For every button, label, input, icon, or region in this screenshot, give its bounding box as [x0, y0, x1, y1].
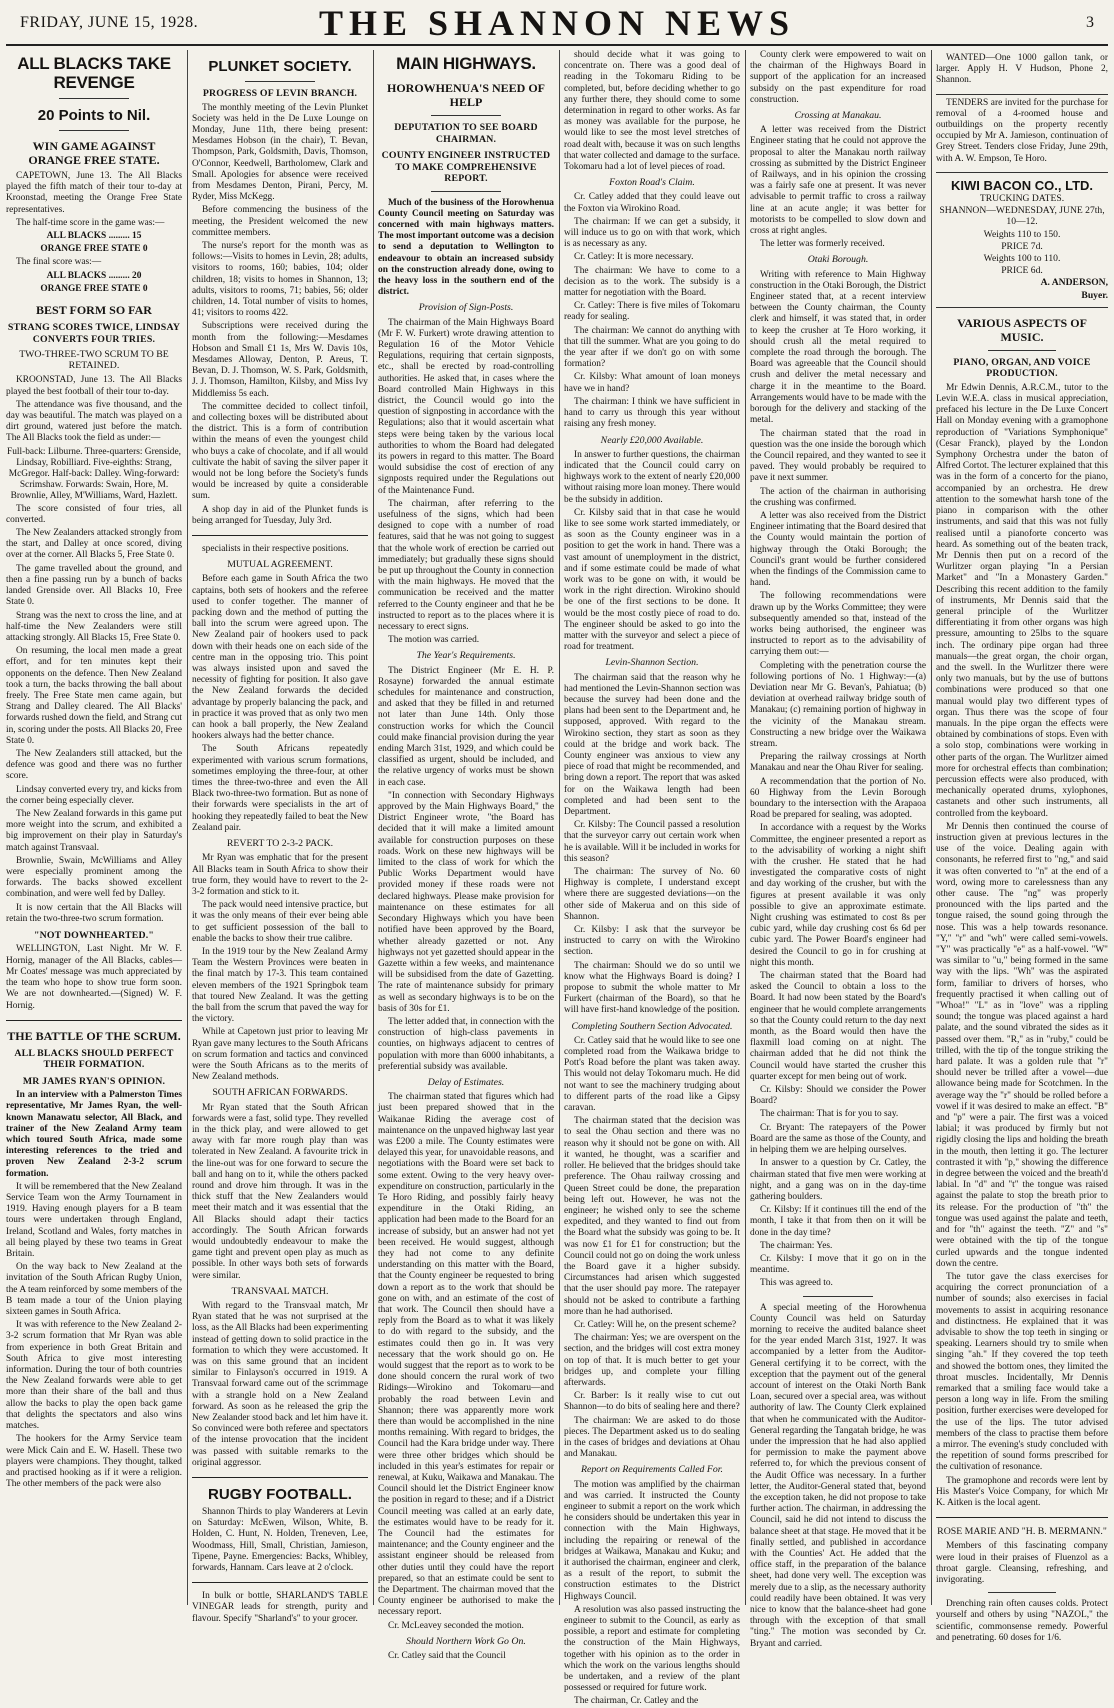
- paragraph: The game travelled about the ground, and then a fine passing run by a bunch of backs landed Grenside over. All Blacks 10, Free State 0.: [6, 563, 182, 608]
- paragraph: Cr. Catley said that the Council: [388, 1651, 506, 1662]
- section-heading: "NOT DOWNHEARTED.": [33, 929, 155, 941]
- section-heading: Levin-Shannon Section.: [605, 657, 699, 669]
- paragraph: The chairman stated that the road in question was the one inside the borough which the Council repaired, and they wanted to see it paved. They would probably be required to pave it next summer.: [750, 428, 926, 484]
- team-list: Full-back: Lilburne. Three-quarters: Grenside, Lindsay, Robilliard. Five-eighths: Strang, McGregor. Half-back: Dalley. Wing-forward: Scrimshaw. Forwards: Swain, Hore, M. Brownlie, Alley, M'Williams, Ward, Hazlett.: [7, 446, 181, 502]
- paragraph: In accordance with a request by the Works Committee, the engineer presented a report as to the advisability of working a night shift with the crusher. He stated that he had investigated the comparative costs of night and day working of the crusher, but with the figures at present available it was only possible to give an approximate estimate. Night crushing was estimated to cost 8s per cubic yard, while day crushing cost 6s 6d per cubic yard. The Power Board's engineer had desired the Council to go in for crushing at night this month.: [750, 823, 926, 968]
- column-2: [192, 50, 368, 1624]
- paragraph: The New Zealanders attacked strongly from the start, and Dalley at once scored, diving over at the corner. All Blacks 5, Free State 0.: [6, 528, 182, 561]
- paragraph: should decide what it was going to concentrate on. There was a good deal of reading in the Tokomaru Riding to be completed, but, before deciding whether to go any further there, they should come to some determination in regard to other works. As far as money was available for the purpose, he would like to see the most level stretches of road dealt with, because it was on such lengths that water collected and damage to the surface. Tokomaru had a lot of level pieces of road.: [564, 50, 740, 173]
- section-heading: Crossing at Manakau.: [794, 110, 882, 122]
- paragraph: The District Engineer (Mr E. H. P. Rosayne) forwarded the annual estimate schedules for maintenance and construction, and asked that they be filled in and returned not later than June 14th. Only those construction works for which the Council could make financial provision during the year ending March 31st, 1929, and which could be classified as urgent, should be included, and the relative urgency of works must be shown in each case.: [378, 665, 554, 788]
- paragraph: Mr Edwin Dennis, A.R.C.M., tutor to the Levin W.E.A. class in musical appreciation, prefaced his lecture in the De Luxe Concert Hall on Monday evening with a gramophone reproduction of "Variations Symphonique" (Cesar Franck), played by the London Symphony Orchestra under the baton of Alfred Cortot. The lecturer explained that this was in the form of a concerto for the piano, accompanied by an orchestra. He drew attention to the somewhat harsh tone of the piano in comparison with the other instruments, and said that this was not fully realised until a pianoforte concerto was heard. As something out of the beaten track, Mr Dennis then put on a record of the Wurlitzer organ playing "In a Persian Market" and "In a Monastery Garden." Describing this recent addition to the family of instruments, Mr Dennis said that the general principle of the Wurlitzer differentiating it from other organs was high pressure, amounting to 25lbs to the square inch. The ordinary pipe organ had three manuals—the great organ, the choir organ, and the swell. In the Wurlitzer there were only two manuals, but by the use of buttons combinations were produced so that one manual would play two different types of organ. Thus there was the scope of four manuals. In the pipe organ the effects were obtained by combinations of stops. Even with a solo stop, combinations were working in other parts of the organ. The Wurlitzer aimed more for orchestral effects than combination; percussion effects were also produced, with mechanically operated drums, xylophones, castanets and other such instruments, all controlled from the keyboard.: [936, 382, 1108, 819]
- paragraph: The chairman: Should we do so until we know what the Highways Board is doing? I propose to submit the whole matter to Mr Furkert (chairman of the Board), so that he will have first-hand knowledge of the position.: [564, 960, 740, 1016]
- paragraph: A recommendation that the portion of No. 60 Highway from the Levin Borough boundary to the intersection with the Arapaoa Road be prepared for sealing, was adopted.: [750, 776, 926, 821]
- score-line: ALL BLACKS ......... 20: [46, 270, 142, 281]
- paragraph: The half-time score in the game was:—: [16, 217, 165, 228]
- paragraph: The hookers for the Army Service team were Mick Cain and E. W. Hasell. These two players were champions. They thought, talked and practised hooking as if it were a religion. The other members of the pack were also: [6, 1434, 182, 1490]
- paragraph: A letter was also received from the District Engineer intimating that the Board desired that the County would maintain the portion of highway through the Otaki Borough; the Council's grant would be further considered when the findings of the Commission came to hand.: [750, 510, 926, 589]
- paragraph: Much of the business of the Horowhenua County Council meeting on Saturday was concerned with main highways matters. The most important outcome was a decision to send a deputation to Wellington to endeavour to obtain an increased subsidy on the construction already done, owing to the heavy loss in the southern end of the district.: [378, 197, 554, 298]
- paragraph: The motion was carried.: [388, 635, 480, 646]
- article-deck: ALL BLACKS SHOULD PERFECT THEIR FORMATION.: [14, 1047, 174, 1071]
- article-headline: PLUNKET SOCIETY.: [208, 58, 352, 75]
- section-heading: Otaki Borough.: [807, 254, 869, 266]
- paragraph: Preparing the railway crossings at North Manakau and near the Ohau River for sealing.: [750, 752, 926, 774]
- column-1: [6, 50, 182, 1605]
- paragraph: Subscriptions were received during the month from the following:—Mesdames Hobson and Small £1 1s, Mrs W. Davis 10s, Mesdames Alloway, Denton, P. Areus, T. Bevan, D. J. Thomson, W. S. Park, Goldsmith, J. J. Thomson, Hamilton, Kilsby, and Miss Ivy Middlemiss 5s each.: [192, 321, 368, 399]
- divider: [431, 115, 501, 116]
- article-headline: ALL BLACKS TAKE REVENGE: [17, 54, 171, 92]
- paragraph: "In connection with Secondary Highways approved by the Main Highways Board," the District Engineer wrote, "the Board has decided that it will make a limited amount available for construction purposes on these roads. Work on these new highways will be limited to the class of work for which the Public Works Department would have provided money if these roads were not declared highways. Please make provision for maintenance on these estimates for all Secondary Highways which you have been notified have been approved by the Board, whether already gazetted or not. Any highways not yet gazetted should appear in the Gazette within a few weeks, and maintenance will be subsidised from the date of Gazetting. The rate of maintenance subsidy for primary as well as secondary highways is to be on the basis of 30s for £1.: [378, 790, 554, 1014]
- article-headline: RUGBY FOOTBALL.: [208, 1486, 352, 1504]
- paragraph: The chairman: We have to come to a decision as to the work. The subsidy is a matter for negotiation with the Board.: [564, 265, 740, 299]
- paragraph: Drenching rain often causes colds. Protect yourself and others by using "NAZOL," the scientific, commonsense remedy. Powerful and penetrating. 60 doses for 1/6.: [936, 1599, 1108, 1643]
- paragraph: Before each game in South Africa the two captains, both sets of hookers and the referee used to confer together. The manner of packing down and the method of putting the ball into the scrum were agreed upon. The New Zealand pair of hookers used to pack down with their heads one on each side of the centre man in the opposing trio. This point was always insisted upon and saved the necessity of fighting for position. It also gave the New Zealand forwards the decided advantage by properly balancing the pack, and in practice it was proved that as only two men can hook a ball properly, the New Zealand hookers always had the better chance.: [192, 574, 368, 742]
- paragraph: Brownlie, Swain, McWilliams and Alley were especially prominent among the forwards. The backs showed excellent combination, and were well fed by Dalley.: [6, 855, 182, 900]
- paragraph: In answer to further questions, the chairman indicated that the Council could carry on highways work to the extent of nearly £20,000 without raising more loan money. There would be the subsidy in addition.: [564, 449, 741, 505]
- paragraph: Cr. Kilsby: Should we consider the Power Board?: [750, 1085, 926, 1107]
- section-heading: MUTUAL AGREEMENT.: [227, 559, 333, 571]
- paragraph: The chairman: Yes; we are overspent on the section, and the bridges will cost extra money on top of that. It is much better to get your bridges up, and complete your filling afterwards.: [564, 1333, 740, 1388]
- paragraph: The New Zealand forwards in this game put more weight into the scrum, and exhibited a big improvement on their play in Saturday's match against Transvaal.: [6, 808, 182, 853]
- paragraph: The motion was amplified by the chairman and was carried. It instructed the County engineer to submit a report on the work which he considers should be undertaken this year in connection with the Main Highways, including the repairing or renewal of the bridges at Waikawa, Manakau and Kuku; and it authorised the chairman, engineer and clerk, as a result of the report, to submit the construction estimates to the District Highways Council.: [564, 1479, 740, 1602]
- divider: [936, 1517, 1108, 1518]
- paragraph: The chairman: I think we have sufficient in hand to carry us through this year without raising any fresh money.: [564, 396, 740, 430]
- paragraph: Mr Dennis then continued the course of instruction given at previous lectures in the use of the voice. Dealing again with consonants, he referred first to "ng," and said it was often converted to "n" at the end of a word, owing more to carelessness than any other cause. The "ng" was properly pronounced with the lips parted and the tongue raised, the sound going through the nose. This was a help towards resonance. "Y," "r" and "wh" were called semi-vowels. "Y" was practically "e" as a half-vowel. "W" was similar to "u," being formed in the same way with the lips. "Wh" was the aspirated form, familiar to drivers of horses, who frequently practised it when calling out of "Whoa!" "L" as in "love" was a rippling sound; the tongue was placed against a hard palate, and the sound vibrated the sides as it passed over them. "R," as in "ruby," could be trilled, with the tip of the tongue striking the hard palate. It was a golden rule that "r" should never be trilled after a vowel—due allowance being made for Scotchmen. In the average way the "r" should be rolled before a vowel if it was desired to make an effect. "B" and "p" were a pair. The first was a voiced labial; it was produced by firmly but not rigidly closing the lips and holding the breath in the mouth, then letting it go. The lecturer contrasted it with "p," showing the difference in degree between the voiced and the breath'd labial. In "d" and "t" the tongue was raised against the palate to stop the breath prior to its release. For the production of "th" the tongue was used against the palate and teeth, and for "th" against the teeth. "Z" and "s" were obtained with the tip of the tongue curled upwards and the tongue indented down the centre.: [936, 821, 1108, 1269]
- section-heading: SOUTH AFRICAN FORWARDS.: [212, 1087, 348, 1099]
- paragraph: The chairman: If we can get a subsidy, it will induce us to go on with that work, which is as necessary as any.: [564, 216, 740, 250]
- paragraph: Cr. Barber: Is it really wise to cut out Shannon—to do bits of sealing here and there?: [564, 1391, 740, 1413]
- column-rule: [745, 50, 746, 1605]
- paragraph: Mr Ryan was emphatic that for the present All Blacks team in South Africa to show their true form, they would have to revert to the 2-3-2 formation and stick to it.: [192, 853, 368, 897]
- paragraph: Cr. Bryant: The ratepayers of the Power Board are the same as those of the County, and in helping them we are helping ourselves.: [750, 1122, 926, 1156]
- paragraph: The score consisted of four tries, all converted.: [6, 503, 182, 525]
- section-heading: BEST FORM SO FAR: [36, 303, 152, 318]
- paragraph: On the way back to New Zealand at the invitation of the South African Rugby Union, the A team reinforced by some members of the B team made a tour of the Union playing sixteen games in South Africa.: [6, 1262, 182, 1318]
- ad-line: PRICE 6d.: [1001, 265, 1043, 277]
- section-heading: The Year's Requirements.: [416, 650, 516, 662]
- paragraph: The pack would need intensive practice, but it was the only means of their ever being able to get sufficient possession of the ball to enable the backs to show their true calibre.: [192, 900, 368, 944]
- paragraph: The committee decided to collect tinfoil, and collecting boxes will be distributed about the district. This is a form of contribution within the means of even the youngest child who buys a cake of chocolate, and if all would cultivate the habit of saving the silver paper it would not be long before the Society's funds would be increased by quite a considerable sum.: [192, 401, 368, 502]
- paragraph: Cr. Kilsby: I move that it go on in the meantime.: [750, 1253, 926, 1276]
- section-heading: Report on Requirements Called For.: [581, 1464, 723, 1476]
- paragraph: Cr. Kilsby: I ask that the surveyor be instructed to carry on with the Wirokino section.: [564, 925, 740, 958]
- section-heading: TRANSVAAL MATCH.: [231, 1285, 329, 1297]
- column-rule: [187, 50, 188, 1605]
- divider: [245, 81, 315, 82]
- paragraph: While at Capetown just prior to leaving Mr Ryan gave many lectures to the South Africans on scrum formation and tactics and convinced were the South Africans as to the merits of New Zealand methods.: [192, 1027, 368, 1083]
- divider: [6, 1020, 182, 1021]
- paragraph: County clerk were empowered to wait on the chairman of the Highways Board in support of the application for an increased subsidy on the past expenditure for road construction.: [750, 50, 926, 105]
- paragraph: The chairman: That is for you to say.: [760, 1109, 899, 1120]
- article-deck: COUNTY ENGINEER INSTRUCTED TO MAKE COMPREHENSIVE REPORT.: [381, 150, 551, 184]
- columns: [6, 50, 1108, 1707]
- advertisement: In bulk or bottle, SHARLAND'S TABLE VINEGAR leads for strength, purity and flavour. Specify "Sharland's" to your grocer.: [192, 1591, 368, 1624]
- section-heading: Nearly £20,000 Available.: [600, 434, 704, 446]
- paragraph: The chairman: Yes.: [760, 1240, 833, 1251]
- article-headline: MAIN HIGHWAYS.: [396, 54, 536, 73]
- divider: [988, 350, 1057, 351]
- ad-signature: A. ANDERSON,: [1040, 277, 1108, 289]
- paragraph: The following recommendations were drawn up by the Works Committee; they were subsequently amended so that, instead of the works being authorised, the engineer was instructed to report as to the advisability of carrying them out:—: [750, 591, 926, 658]
- ad-text: WANTED—One 1000 gallon tank, or larger. Apply H. V Hudson, Phone 2, Shannon.: [936, 53, 1108, 86]
- paragraph: It will be remembered that the New Zealand Service Team won the Army Tournament in 1919. Having enough players for a B team tours were undertaken through England, Ireland, Scotland and Wales, forty matches in all being played by these two teams in Great Britain.: [6, 1181, 182, 1260]
- section-heading: Delay of Estimates.: [427, 1076, 505, 1088]
- paragraph: The monthly meeting of the Levin Plunket Society was held in the De Luxe Lounge on Monday, June 11th, there being present: Mesdames Hobson (in the chair), T. Bevan, Thompson, Park, Goldsmith, Davis, Thomson, O'Connor, Keedwell, Bartholomew, Clark and Small. Apologies for absence were received from Mesdames Denton, Pirani, Percy, M. Ryder, Miss McKegg.: [192, 102, 368, 203]
- issue-date: FRIDAY, JUNE 15, 1928.: [20, 14, 199, 31]
- column-rule: [559, 50, 560, 1605]
- paragraph: Cr. Kilsby said that in that case he would like to see some work started immediately, or as soon as the County engineer was in a position to get the work in hand. There was a vast amount of unemployment in the district, and if some estimate could be made of what work was to be gone on with, it would be work in the right direction. Wirokino should be one of the first sections to be done. It would be the most costly piece of road to do. The engineer should be asked to go into the matter with the surveyor and select a piece of road for treatment.: [564, 507, 740, 653]
- divider: [192, 1582, 368, 1583]
- paragraph: The gramophone and records were lent by His Master's Voice Company, for which Mr K. Aitken is the local agent.: [936, 1475, 1108, 1508]
- article-subhead: 20 Points to Nil.: [37, 107, 151, 124]
- ad-line: Weights 100 to 110.: [983, 253, 1061, 265]
- divider: [59, 130, 129, 131]
- ad-signature: Buyer.: [1081, 289, 1108, 301]
- paragraph: The chairman, Cr. Catley and the: [574, 1696, 699, 1707]
- ad-line: PRICE 7d.: [1001, 240, 1043, 252]
- article-headline: VARIOUS ASPECTS OF MUSIC.: [957, 315, 1087, 344]
- paragraph: The New Zealanders still attacked, but the defence was good and there was no further score.: [6, 748, 182, 782]
- paragraph: On resuming, the local men made a great effort, and for ten minutes kept their opponents on the defence. Then New Zealand took a turn, the backs throwing the ball about freely. The Free State men came again, but Strang and Dalley cleared. The All Blacks' forwards rushed down the field, and Strang cut in, scoring under the posts. All Blacks 20, Free State 0.: [6, 646, 182, 746]
- paragraph: The chairman stated that figures which had just been prepared showed that in the Waikanae Riding the average cost of maintenance on the unpaved highway last year was £200 a mile. The County estimates were delayed this year, for unavoidable reasons, and negotiations with the Board were set back to some extent. Owing to the very heavy over-expenditure on construction, particularly in the Te Horo Riding, and possibly fairly heavy expenditure in the Otaki Riding, an application had been made to the Board for an increase of subsidy, but an answer had not yet been received. He would suggest, although they had not come to any definite understanding on this matter with the Board, that the County engineer be requested to bring down a report as to the work that should be gone on with, and an estimate of the cost of that work. The Council then should have a reply from the Board as to what it was likely to do with regard to the subsidy, and the estimates could then go in. It was very necessary that the work should go on. He would suggest that the report as to work to be done should concern the rural work of two Ridings—Wirokino and Tokomaru—and probably the road between Levin and Shannon; there was apparently more work there than would be accomplished in the nine months remaining. With regard to bridges, the Council had the Kara bridge under way. There were three other bridges which should be included in this year's estimates for repair or renewal, at Kuku, Waikawa and Manakau. The Council should let the District Engineer know the position in regard to these; and if a District Council meeting was called at an early date, the estimates would have to be ready for it. The Council had the estimates for maintenance; and the County engineer and the assistant engineer should be released from other duties until they could have the report prepared, so that an estimate could be sent to the Department. The chairman moved that the County engineer be authorised to make the necessary report.: [378, 1092, 554, 1618]
- section-heading: REVERT TO 2-3-2 PACK.: [226, 838, 334, 850]
- section-heading: Completing Southern Section Advocated.: [571, 1020, 733, 1032]
- paragraph: A resolution was also passed instructing the engineer to submit to the Council, as early as possible, a report and estimate for completing the construction of the Main Highways, together with his opinion as to the order in which the work on the various lengths should be undertaken, and a review of the plant possessed or required for future work.: [564, 1604, 740, 1694]
- paragraph: The letter added that, in connection with the construction of high-class pavements in counties, on highways adjacent to centres of population with more than 6000 inhabitants, a preferential subsidy was available.: [378, 1016, 554, 1072]
- paragraph: It is now certain that the All Blacks will retain the two-three-two scrum formation.: [6, 902, 182, 924]
- paragraph: CAPETOWN, June 13. The All Blacks played the fifth match of their tour to-day at Kroonstad, meeting the Orange Free State representatives.: [6, 171, 182, 215]
- paragraph: In the 1919 tour by the New Zealand Army Team the Western Provinces were beaten in the final match by 17-3. This team contained eleven members of the 1921 Springbok team that toured New Zealand. It was the getting the ball from the scrum that paved the way for the victory.: [192, 946, 368, 1025]
- paragraph: The nurse's report for the month was as follows:—Visits to homes in Levin, 28; adults, visitors to rooms, 160; babies, 104; older children, 18; visits to homes in Shannon, 13; adults, visitors to rooms, 71; babies, 56; older children, 14. Total number of visits to homes, 41; visitors to rooms 422.: [192, 240, 368, 319]
- score-line: ALL BLACKS ......... 15: [46, 231, 142, 242]
- paragraph: The South Africans repeatedly experimented with various scrum formations, sometimes employing the three-four, at other times the three-two-three and even the All Black two-three-two formation. But as none of their forwards were specialists in the art of hooking they repeatedly failed to beat the New Zealand pair.: [192, 744, 368, 833]
- column-6: [936, 50, 1108, 1643]
- classified-ad-wanted: [936, 50, 1108, 95]
- article-deck: DEPUTATION TO SEE BOARD CHAIRMAN.: [394, 122, 538, 145]
- section-heading: ROSE MARIE AND "H. B. MERMANN.": [937, 1526, 1107, 1538]
- masthead: [6, 0, 1108, 46]
- column-4: [564, 50, 741, 1707]
- article-deck: MR JAMES RYAN'S OPINION.: [22, 1075, 166, 1087]
- ad-title: KIWI BACON CO., LTD.: [950, 177, 1094, 193]
- divider: [803, 1296, 873, 1297]
- column-5: [750, 50, 926, 1649]
- paragraph: The chairman said that the reason why he had mentioned the Levin-Shannon section was because the survey had been done and the plans had been sent to the Department and, he supposed, approved. With regard to the Wirokino section, they start as soon as they could at the bridge and work back. The County engineer was anxious to view any piece of road that might be recommended, and bring down a report. The report that was asked for on the Waikawa length had been completed and had been sent to the Department.: [564, 672, 740, 817]
- paragraph: The chairman: We are asked to do those pieces. The Department asked us to do sealing in the cases of bridges and deviations at Ohau and Manakau.: [564, 1415, 740, 1460]
- paragraph: The chairman: The survey of No. 60 Highway is complete, I understand except where there are suggested deviations—on the other side of Makerua and on this side of Shannon.: [564, 867, 740, 922]
- paragraph: WELLINGTON, Last Night. Mr W. F. Hornig, manager of the All Blacks, cables—Mr Coates' message was much appreciated by the team who hope to show true form soon. We are not downhearted.—(Signed) W. F. Hornig.: [6, 944, 182, 1011]
- paragraph: Lindsay converted every try, and kicks from the corner being especially clever.: [6, 784, 182, 806]
- paragraph: The attendance was five thousand, and the day was beautiful. The match was played on a dirt ground, watered just before the match. The All Blacks took the field as under:—: [6, 399, 182, 444]
- paragraph: In answer to a question by Cr. Catley, the chairman stated that five men were working at night, and a gang was on in the day-time gathering boulders.: [750, 1158, 926, 1202]
- newspaper-title: THE SHANNON NEWS: [318, 3, 796, 43]
- paragraph: Cr. Catley: It is more necessary.: [574, 252, 694, 263]
- score-line: ORANGE FREE STATE 0: [40, 283, 148, 294]
- paragraph: The letter was formerly received.: [760, 239, 885, 250]
- paragraph: Completing with the penetration course the following portions of No. 1 Highway:—(a) Deviation near Mr G. Bevan's, Pahiatua; (b) deviation at overhead railway bridge south of Manakau; (c) remaining portion of highway in the vicinity of the Manakau stream. Constructing a new bridge over the Waikawa stream.: [750, 660, 926, 749]
- section-heading: Should Northern Work Go On.: [406, 1635, 526, 1647]
- paragraph: Cr. Catley said that he would like to see one completed road from the Waikawa bridge to Pott's Road before the plant was taken away. This would not delay Tokomaru much. He did not want to see the machinery trudging about to different parts of the road like a Gipsy caravan.: [564, 1035, 740, 1114]
- section-heading: Provision of Sign-Posts.: [418, 302, 514, 314]
- paragraph: The chairman of the Main Highways Board (Mr F. W. Furkert) wrote drawing attention to Regulation 16 of the Motor Vehicle Regulations, requiring that certain signposts, etc., shall be erected by road-controlling authorities. He asked that, in cases where the Board controlled Main Highways in this district, the Council would go into the question of signposting in accordance with the Regulations; also that it would ascertain what steps were being taken by the various local authorities to whom the Board had delegated its powers in regard to this matter. The Board would subsidise the cost of erection of any signposts required under the Regulations out of the Maintenance Fund.: [378, 317, 554, 496]
- paragraph: Cr. Catley: There is five miles of Tokomaru ready for sealing.: [564, 301, 740, 323]
- paragraph: This was agreed to.: [760, 1278, 833, 1289]
- paragraph: It was with reference to the New Zealand 2-3-2 scrum formation that Mr Ryan was able from experience in both Great Britain and South Africa to give most interesting information. During the tour of both countries the New Zealand forwards were able to get more than their share of the ball and thus allow the backs to play the open back game that delights the spectators and also wins matches.: [6, 1320, 182, 1432]
- paragraph: Cr. Catley added that they could leave out the Foxton via Wirokino Road.: [564, 192, 740, 214]
- paragraph: The tutor gave the class exercises for acquiring the correct pronunciation of a number of sounds; also exercises in facial movements to assist in acquiring resonance and distinctness. He explained that it was advisable to show the top teeth in singing or speaking. Learners should try to smile when singing "ah." If they covered the top teeth and showed the bottom ones, they limited the throat muscles. Incidentally, Mr Dennis remarked that a smiling face would take a person a long way in life. From the smiling position, further exercises were developed for the use of the lips. The tutor advised members of the class to practise them before a mirror. The evening's study concluded with the repetition of sound forms prescribed for the cultivation of resonance.: [936, 1271, 1108, 1473]
- classified-ad-tenders: [936, 95, 1108, 173]
- paragraph: Cr. McLeavey seconded the motion.: [388, 1620, 524, 1631]
- score-line: ORANGE FREE STATE 0: [40, 244, 148, 255]
- divider: [988, 1592, 1057, 1593]
- paragraph: Cr. Kilsby: If it continues till the end of the month, I take it that from then on it will be done in the day time?: [750, 1205, 926, 1238]
- paragraph: Before commencing the business of the meeting, the President welcomed the new committee members.: [192, 205, 368, 238]
- divider: [192, 535, 368, 536]
- paragraph: Writing with reference to Main Highway construction in the Otaki Borough, the District Engineer stated that, at a recent interview between the County chairman, the County clerk and himself, it was stated that, in order to keep the crusher at Te Horo working, it should crush all the metal required to complete the road through the borough. The Board was agreeable that the Council should crush and deliver the metal necessary and charge it in the meantime to the Board. Arrangements would have to be made with the borough for the delivery and stacking of the metal.: [750, 269, 926, 426]
- paragraph: Shannon Thirds to play Wanderers at Levin on Saturday: McEwen, Wilson, White, B. Holden, C. Hunt, N. Holden, Treneven, Lee, Woodmass, Hill, Small, Christian, Jamieson, Tipene, Payne. Emergencies: Backs, Whibley, forwards, Hannam. Cars leave at 2 o'clock.: [192, 1507, 368, 1574]
- article-deck: PIANO, ORGAN, AND VOICE PRODUCTION.: [953, 356, 1091, 380]
- ad-text: TENDERS are invited for the purchase for removal of a 4-roomed house and outbuildings on the property recently occupied by Mr A. Jamieson, continuation of Grey Street. Tenders close Friday, June 29th, with A. W. Empson, Te Horo.: [936, 97, 1108, 164]
- paragraph: Cr. Kilsby: The Council passed a resolution that the surveyor carry out certain work when he is available. Will it be included in works for this season?: [564, 820, 740, 864]
- article-headline: THE BATTLE OF THE SCRUM.: [7, 1028, 181, 1043]
- paragraph: The chairman: We cannot do anything with that till the summer. What are you going to do the year after if we don't go on with some formation?: [564, 325, 740, 370]
- kiwi-bacon-ad: [936, 173, 1108, 308]
- column-3: [378, 50, 554, 1662]
- paragraph: The final score was:—: [16, 257, 102, 268]
- paragraph: The action of the chairman in authorising the crushing was confirmed.: [750, 486, 926, 508]
- ad-line: Weights 110 to 150.: [983, 228, 1061, 240]
- paragraph: A special meeting of the Horowhenua County Council was held on Saturday morning to receive the audited balance sheet for the year ended March 31st, 1927. It was accompanied by a letter from the Auditor-General certifying it to be correct, with the exception that the payment out of the general account of interest on the Otaki North Bank Loan, secured over a special area, was without authority of law. The County Clerk explained that when he communicated with the Auditor-General regarding the Tangatah bridge, he was under the impression that he had also applied for permission to make the payment above referred to, for which the previous consent of the Audit Office was necessary. In a further letter, the Auditor-General stated that, beyond the exception taken, he did not propose to take further action. The chairman, in addressing the Council, said he did not intend to discuss the balance sheet at that stage. He moved that it be finally settled, and published in accordance with the Counties' Act. He added that the office staff, in the preparation of the balance sheet, had done very well. The exception was merely due to a slip, as the necessary authority could readily have been obtained. It was very nice to know that the balance-sheet had gone through with the exception of that small "ting." The motion was seconded by Cr. Bryant and carried.: [750, 1302, 926, 1649]
- paragraph: The chairman stated that the decision was to seal the Ohau section and there was no reason why it should not be gone on with. All it wanted, he thought, was a scarifier and roller. He believed that the bridges should take preference. The Ohau railway crossing and Queen Street could be done, the preparation being left out. However, he was not the engineer; he wished only to see the scheme expedited, and they wanted to find out from the Board what the subsidy was going to be. It was now £1 for £1 for construction; but the Council could not go on doing the work unless the Board gave it a higher subsidy. Circumstances had arisen which suggested that the user should pay more. The ratepayer should not be asked to contribute a farthing more than he had authorised.: [564, 1116, 740, 1317]
- divider: [59, 98, 129, 99]
- ad-line: TRUCKING DATES.: [979, 193, 1065, 205]
- page-number: 3: [1086, 14, 1094, 31]
- paragraph: With regard to the Transvaal match, Mr Ryan stated that he was not surprised at the loss, as the All Blacks had been experimenting instead of getting down to solid practice in the formation to which they were accustomed. It was on this same ground that an incident similar to Finlayson's occurred in 1919. A Transvaal forward came out of the scrimmage with a strangle hold on a New Zealand forward. As soon as he released the grip the New Zealander stood back and let him have it. So convinced were both referee and spectators of the intense provocation that the incident was passed with suitable remarks to the original aggressor.: [192, 1301, 368, 1468]
- section-deck: STRANG SCORES TWICE, LINDSAY CONVERTS FOUR TRIES.: [7, 322, 181, 345]
- paragraph: The chairman stated that the Board had asked the Council to obtain a loss to the Board. It had now been stated by the Board's engineer that he would complete arrangements so that the County could return to the day next month, as the Board would then have the flaxmill load coming on at night. The chairman added that he did not think the Council would have started the crusher this quarter except for men being out of work.: [750, 971, 926, 1082]
- divider: [192, 1477, 368, 1478]
- column-rule: [931, 50, 932, 1605]
- paragraph: A letter was received from the District Engineer stating that he could not approve the proposal to alter the Manakau north railway crossing as submitted by the District Engineer of Railways, and in his opinion the crossing was a fairly safe one at present. It was never advisable to permit traffic to cross a railway line at an acute angle; it was better for motorists to be compelled to slow down and cross at right angles.: [750, 125, 926, 237]
- paragraph: Members of this fascinating company were loud in their praises of Fluenzol as a throat gargle. Cleansing, refreshing, and invigorating.: [936, 1541, 1108, 1585]
- divider: [431, 191, 501, 192]
- paragraph: Cr. Kilsby: What amount of loan moneys have we in hand?: [564, 372, 740, 394]
- section-heading: Foxton Road's Claim.: [609, 177, 695, 189]
- paragraph: specialists in their respective positions.: [202, 544, 349, 555]
- paragraph: Cr. Catley: Will he, on the present scheme?: [574, 1319, 737, 1330]
- article-deck: WIN GAME AGAINST ORANGE FREE STATE.: [28, 139, 160, 167]
- article-deck: PROGRESS OF LEVIN BRANCH.: [202, 88, 358, 99]
- article-subhead: HOROWHENUA'S NEED OF HELP: [386, 81, 545, 109]
- paragraph: In an interview with a Palmerston Times representative, Mr James Ryan, the well-known Manawatu selector, All Black, and trainer of the New Zealand Army team which toured South Africa, made some interesting references to the tried and proven New Zealand 2-3-2 scrum formation.: [6, 1090, 182, 1179]
- column-rule: [373, 50, 374, 1605]
- paragraph: Strang was the next to cross the line, and at half-time the New Zealanders were still attacking strongly. All Blacks 15, Free State 0.: [6, 610, 182, 643]
- paragraph: KROONSTAD, June 13. The All Blacks played the best football of their tour to-day.: [6, 375, 182, 397]
- ad-line: SHANNON—WEDNESDAY, JUNE 27th, 10—12.: [939, 205, 1105, 228]
- paragraph: The chairman, after referring to the usefulness of the signs, which had been designed to cope with a number of road features, said that he was not going to suggest that the whole work of erection be carried out immediately; but gradually these signs should be put up throughout the County in connection with the main highways. He moved that the communication be received and the matter referred to the County engineer and that he be instructed to report as to the places where it is necessary to erect signs.: [378, 498, 554, 633]
- paragraph: A shop day in aid of the Plunket funds is being arranged for Tuesday, July 3rd.: [192, 504, 368, 526]
- section-deck: TWO-THREE-TWO SCRUM TO BE RETAINED.: [19, 349, 169, 372]
- paragraph: Mr Ryan stated that the South African forwards were a fast, solid type. They revelled in the thick play, and were allowed to get away with far more rough play than was tolerated in New Zealand. A favourite trick in the line-out was for one forward to secure the ball and hang on to it, while the others packed round and drove him through. It was in the thick stuff that the New Zealanders would meet their match and it was essential that the All Blacks should adapt their tactics accordingly. The South African forwards would undoubtedly endeavour to make the game tight and prevent open play as much as possible. In other ways both sets of forwards were similar.: [192, 1102, 368, 1281]
